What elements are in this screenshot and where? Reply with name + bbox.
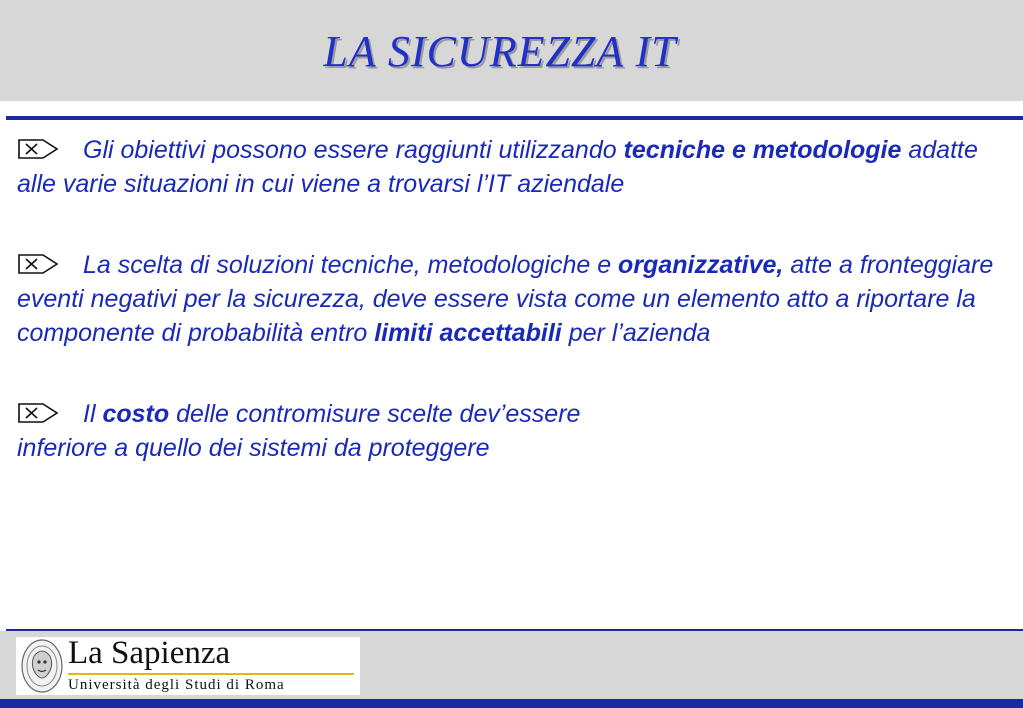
bottom-bar bbox=[0, 699, 1023, 708]
bullet-2-text-b: atte a fronteggiare eventi negativi per la sicurezza, deve essere vista come un elemento atto a riportare la componente di probabilità entro bbox=[17, 251, 994, 347]
bullet-3-text-c: inferiore a quello dei sistemi da proteggere bbox=[17, 434, 490, 462]
bullet-1-text-a: Gli obiettivi possono essere raggiunti utilizzando bbox=[83, 136, 624, 164]
logo-name: La Sapienza bbox=[68, 635, 231, 671]
bullet-1-text-b: adatte alle varie situazioni in cui viene a trovarsi l’IT aziendale bbox=[17, 136, 978, 198]
boxed-arrow-icon bbox=[17, 138, 61, 160]
bullet-2 bbox=[17, 248, 1007, 350]
bullet-2-text-a: La scelta di soluzioni tecniche, metodologiche e bbox=[83, 251, 619, 279]
bullet-1-bold: tecniche e metodologie bbox=[623, 136, 902, 164]
logo-subtitle: Università degli Studi di Roma bbox=[68, 677, 285, 693]
bullet-1 bbox=[17, 133, 1007, 201]
boxed-arrow-icon bbox=[17, 402, 61, 424]
bullet-3-text-a: Il bbox=[83, 400, 103, 428]
bullet-2-text-c: per l’azienda bbox=[561, 319, 711, 347]
bullet-2-bold-b: limiti accettabili bbox=[374, 319, 562, 347]
slide-body bbox=[17, 133, 1007, 512]
bullet-3-text-b: delle contromisure scelte dev’essere bbox=[169, 400, 581, 428]
header-divider bbox=[6, 116, 1023, 120]
boxed-arrow-icon bbox=[17, 253, 61, 275]
slide-title: LA SICUREZZA IT bbox=[323, 27, 677, 76]
bullet-3 bbox=[17, 397, 1007, 465]
university-logo bbox=[16, 637, 360, 695]
university-seal-icon bbox=[20, 638, 64, 694]
bullet-3-bold: costo bbox=[102, 400, 170, 428]
bullet-2-bold-a: organizzative, bbox=[618, 251, 784, 279]
logo-underline bbox=[68, 673, 354, 675]
